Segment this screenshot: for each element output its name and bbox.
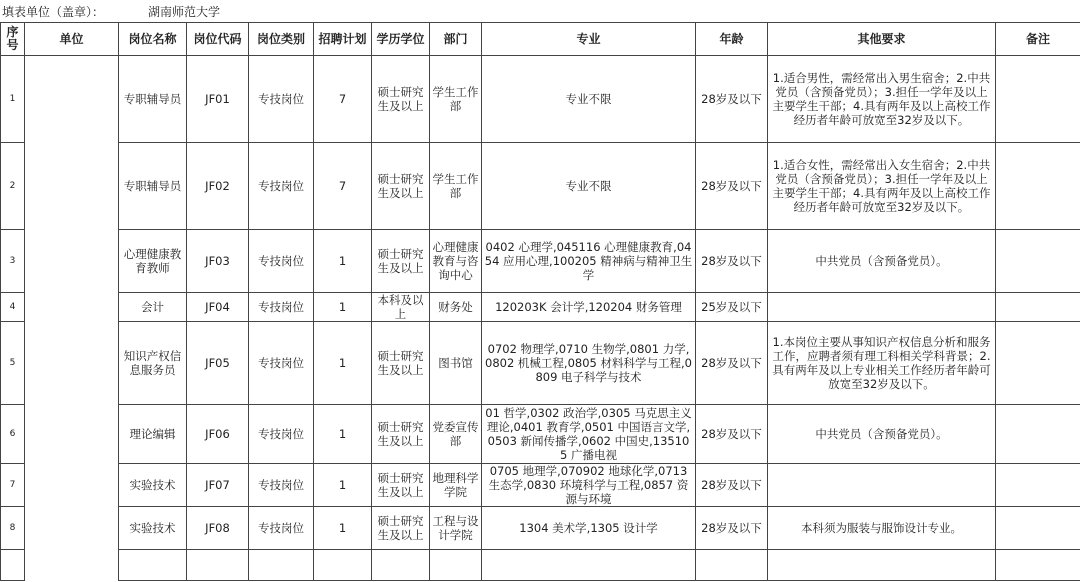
cell-code: JF03 <box>187 230 249 293</box>
cell-age: 25岁及以下 <box>696 293 768 322</box>
cell-dept: 学生工作部 <box>430 143 482 230</box>
cell-note <box>996 550 1080 581</box>
cell-edu: 硕士研究生及以上 <box>372 507 430 550</box>
cell-type: 专技岗位 <box>249 293 314 322</box>
cell-seq: 3 <box>1 230 25 293</box>
cell-dept: 学生工作部 <box>430 56 482 143</box>
cell-seq: 6 <box>1 405 25 464</box>
cell-code: JF08 <box>187 507 249 550</box>
cell-type: 专技岗位 <box>249 405 314 464</box>
table-row <box>1 143 1080 230</box>
table-row <box>1 293 1080 322</box>
cell-other: 中共党员（含预备党员）。 <box>768 230 996 293</box>
cell-dept: 心理健康教育与咨询中心 <box>430 230 482 293</box>
cell-major: 专业不限 <box>482 143 696 230</box>
cell-age: 28岁及以下 <box>696 405 768 464</box>
cell-type: 专技岗位 <box>249 464 314 507</box>
cell-seq <box>1 550 25 581</box>
cell-plan: 1 <box>314 322 372 405</box>
fill-unit-line <box>0 0 1080 22</box>
cell-major: 专业不限 <box>482 56 696 143</box>
cell-dept <box>430 550 482 581</box>
cell-type: 专技岗位 <box>249 322 314 405</box>
cell-seq: 4 <box>1 293 25 322</box>
cell-major: 01 哲学,0302 政治学,0305 马克思主义理论,0401 教育学,0501 中国语言文学,0503 新闻传播学,0602 中国史,135105 广播电视 <box>482 405 696 464</box>
cell-code: JF02 <box>187 143 249 230</box>
cell-name: 知识产权信息服务员 <box>119 322 187 405</box>
cell-seq: 1 <box>1 56 25 143</box>
cell-plan: 7 <box>314 56 372 143</box>
cell-name: 实验技术 <box>119 464 187 507</box>
cell-edu: 硕士研究生及以上 <box>372 230 430 293</box>
cell-note <box>996 143 1080 230</box>
cell-note <box>996 293 1080 322</box>
cell-code: JF06 <box>187 405 249 464</box>
cell-major: 120203K 会计学,120204 财务管理 <box>482 293 696 322</box>
cell-major: 0705 地理学,070902 地球化学,0713 生态学,0830 环境科学与工程,0857 资源与环境 <box>482 464 696 507</box>
cell-type: 专技岗位 <box>249 56 314 143</box>
cell-code: JF01 <box>187 56 249 143</box>
fill-unit-label: 填表单位（盖章）： <box>2 5 105 19</box>
cell-name: 会计 <box>119 293 187 322</box>
cell-other: 1.本岗位主要从事知识产权信息分析和服务工作，应聘者须有理工科相关学科背景；2.具有两年及以上专业相关工作经历者年龄可放宽至32岁及以下。 <box>768 322 996 405</box>
cell-note <box>996 230 1080 293</box>
cell-type: 专技岗位 <box>249 230 314 293</box>
cell-code: JF07 <box>187 464 249 507</box>
cell-name: 专职辅导员 <box>119 143 187 230</box>
cell-dept: 地理科学学院 <box>430 464 482 507</box>
cell-age <box>696 550 768 581</box>
cell-edu: 本科及以上 <box>372 293 430 322</box>
col-header-seq: 序号 <box>1 23 25 56</box>
cell-dept: 党委宣传部 <box>430 405 482 464</box>
cell-age: 28岁及以下 <box>696 143 768 230</box>
cell-age: 28岁及以下 <box>696 56 768 143</box>
cell-edu: 硕士研究生及以上 <box>372 56 430 143</box>
col-header-other: 其他要求 <box>768 23 996 56</box>
cell-age: 28岁及以下 <box>696 230 768 293</box>
cell-age: 28岁及以下 <box>696 464 768 507</box>
col-header-edu: 学历学位 <box>372 23 430 56</box>
cell-type <box>249 550 314 581</box>
cell-dept: 工程与设计学院 <box>430 507 482 550</box>
cell-code <box>187 550 249 581</box>
cell-seq: 2 <box>1 143 25 230</box>
table-row <box>1 507 1080 550</box>
cell-code: JF04 <box>187 293 249 322</box>
col-header-age: 年龄 <box>696 23 768 56</box>
cell-plan: 1 <box>314 507 372 550</box>
cell-plan: 1 <box>314 405 372 464</box>
cell-edu: 硕士研究生及以上 <box>372 405 430 464</box>
col-header-type: 岗位类别 <box>249 23 314 56</box>
cell-other <box>768 550 996 581</box>
cell-edu: 硕士研究生及以上 <box>372 464 430 507</box>
cell-plan: 1 <box>314 230 372 293</box>
cell-dept: 图书馆 <box>430 322 482 405</box>
cell-major: 1304 美术学,1305 设计学 <box>482 507 696 550</box>
fill-unit-value: 湖南师范大学 <box>148 5 221 19</box>
cell-seq: 8 <box>1 507 25 550</box>
col-header-plan: 招聘计划 <box>314 23 372 56</box>
cell-plan: 1 <box>314 464 372 507</box>
cell-other: 1.适合男性，需经常出入男生宿舍；2.中共党员（含预备党员）；3.担任一学年及以上主要学生干部；4.具有两年及以上高校工作经历者年龄可放宽至32岁及以下。 <box>768 56 996 143</box>
cell-plan: 7 <box>314 143 372 230</box>
cell-seq: 7 <box>1 464 25 507</box>
table-row <box>1 56 1080 143</box>
cell-plan: 1 <box>314 293 372 322</box>
cell-note <box>996 322 1080 405</box>
col-header-major: 专业 <box>482 23 696 56</box>
cell-other: 本科须为服装与服饰设计专业。 <box>768 507 996 550</box>
cell-seq: 5 <box>1 322 25 405</box>
cell-name: 专职辅导员 <box>119 56 187 143</box>
cell-other <box>768 293 996 322</box>
cell-name <box>119 550 187 581</box>
table-row-partial <box>1 550 1080 581</box>
cell-major: 0402 心理学,045116 心理健康教育,0454 应用心理,100205 精神病与精神卫生学 <box>482 230 696 293</box>
cell-type: 专技岗位 <box>249 507 314 550</box>
cell-code: JF05 <box>187 322 249 405</box>
cell-note <box>996 507 1080 550</box>
cell-type: 专技岗位 <box>249 143 314 230</box>
cell-edu <box>372 550 430 581</box>
cell-note <box>996 405 1080 464</box>
header-row <box>1 23 1080 56</box>
cell-unit <box>25 56 119 581</box>
cell-age: 28岁及以下 <box>696 507 768 550</box>
cell-dept: 财务处 <box>430 293 482 322</box>
cell-other <box>768 464 996 507</box>
cell-major <box>482 550 696 581</box>
cell-edu: 硕士研究生及以上 <box>372 322 430 405</box>
cell-name: 心理健康教育教师 <box>119 230 187 293</box>
cell-edu: 硕士研究生及以上 <box>372 143 430 230</box>
cell-name: 理论编辑 <box>119 405 187 464</box>
recruitment-table <box>0 22 1080 581</box>
table-row <box>1 230 1080 293</box>
cell-note <box>996 464 1080 507</box>
table-row <box>1 464 1080 507</box>
cell-plan <box>314 550 372 581</box>
cell-major: 0702 物理学,0710 生物学,0801 力学,0802 机械工程,0805 材料科学与工程,0809 电子科学与技术 <box>482 322 696 405</box>
table-row <box>1 405 1080 464</box>
col-header-code: 岗位代码 <box>187 23 249 56</box>
table-row <box>1 322 1080 405</box>
col-header-unit: 单位 <box>25 23 119 56</box>
cell-note <box>996 56 1080 143</box>
cell-other: 中共党员（含预备党员）。 <box>768 405 996 464</box>
col-header-name: 岗位名称 <box>119 23 187 56</box>
cell-name: 实验技术 <box>119 507 187 550</box>
col-header-note: 备注 <box>996 23 1080 56</box>
cell-other: 1.适合女性，需经常出入女生宿舍；2.中共党员（含预备党员）；3.担任一学年及以上主要学生干部；4.具有两年及以上高校工作经历者年龄可放宽至32岁及以下。 <box>768 143 996 230</box>
cell-age: 28岁及以下 <box>696 322 768 405</box>
col-header-dept: 部门 <box>430 23 482 56</box>
